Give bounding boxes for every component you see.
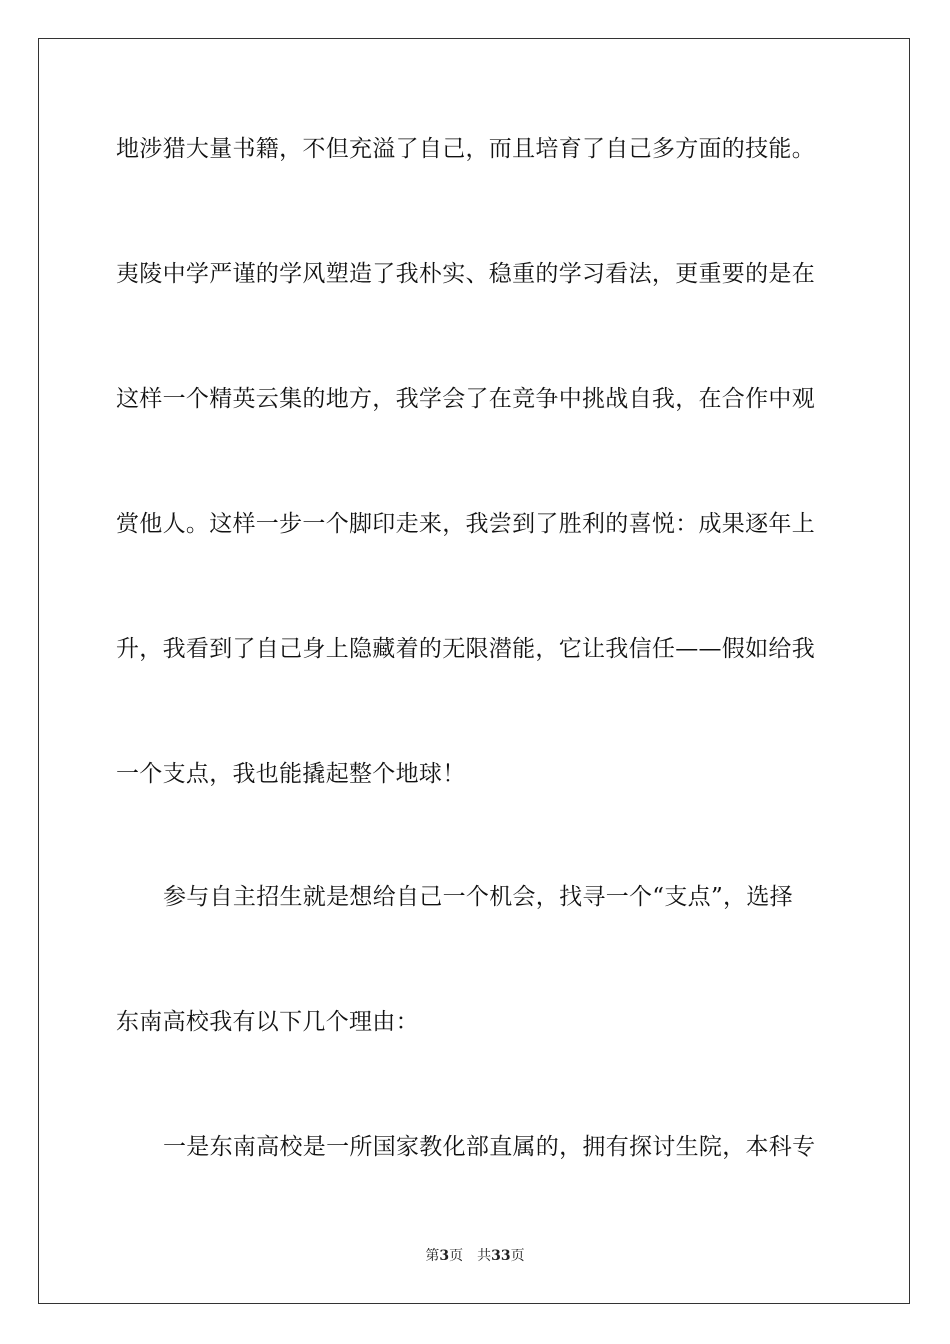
body-text-line: 夷陵中学严谨的学风塑造了我朴实、稳重的学习看法，更重要的是在	[116, 261, 815, 287]
total-suffix: 页	[510, 1248, 525, 1264]
page-suffix: 页	[449, 1248, 464, 1264]
body-text-line: 赏他人。这样一步一个脚印走来，我尝到了胜利的喜悦：成果逐年上	[116, 511, 815, 537]
body-text-line: 一个支点，我也能撬起整个地球！	[116, 761, 466, 787]
page-footer	[0, 1247, 950, 1265]
page-number: 3	[439, 1248, 450, 1264]
body-text-line: 东南高校我有以下几个理由：	[116, 1009, 419, 1035]
paragraph-first-line: 一是东南高校是一所国家教化部直属的，拥有探讨生院，本科专	[163, 1134, 816, 1160]
page-prefix: 第	[425, 1248, 440, 1264]
paragraph-first-line: 参与自主招生就是想给自己一个机会，找寻一个“支点”，选择	[163, 884, 793, 910]
body-text-line: 地涉猎大量书籍，不但充溢了自己，而且培育了自己多方面的技能。	[116, 136, 815, 162]
body-text-line: 升，我看到了自己身上隐藏着的无限潜能，它让我信任——假如给我	[116, 636, 815, 662]
total-pages: 33	[491, 1248, 511, 1264]
page-border	[38, 38, 910, 1304]
body-text-line: 这样一个精英云集的地方，我学会了在竞争中挑战自我，在合作中观	[116, 386, 815, 412]
total-prefix: 共	[477, 1248, 492, 1264]
